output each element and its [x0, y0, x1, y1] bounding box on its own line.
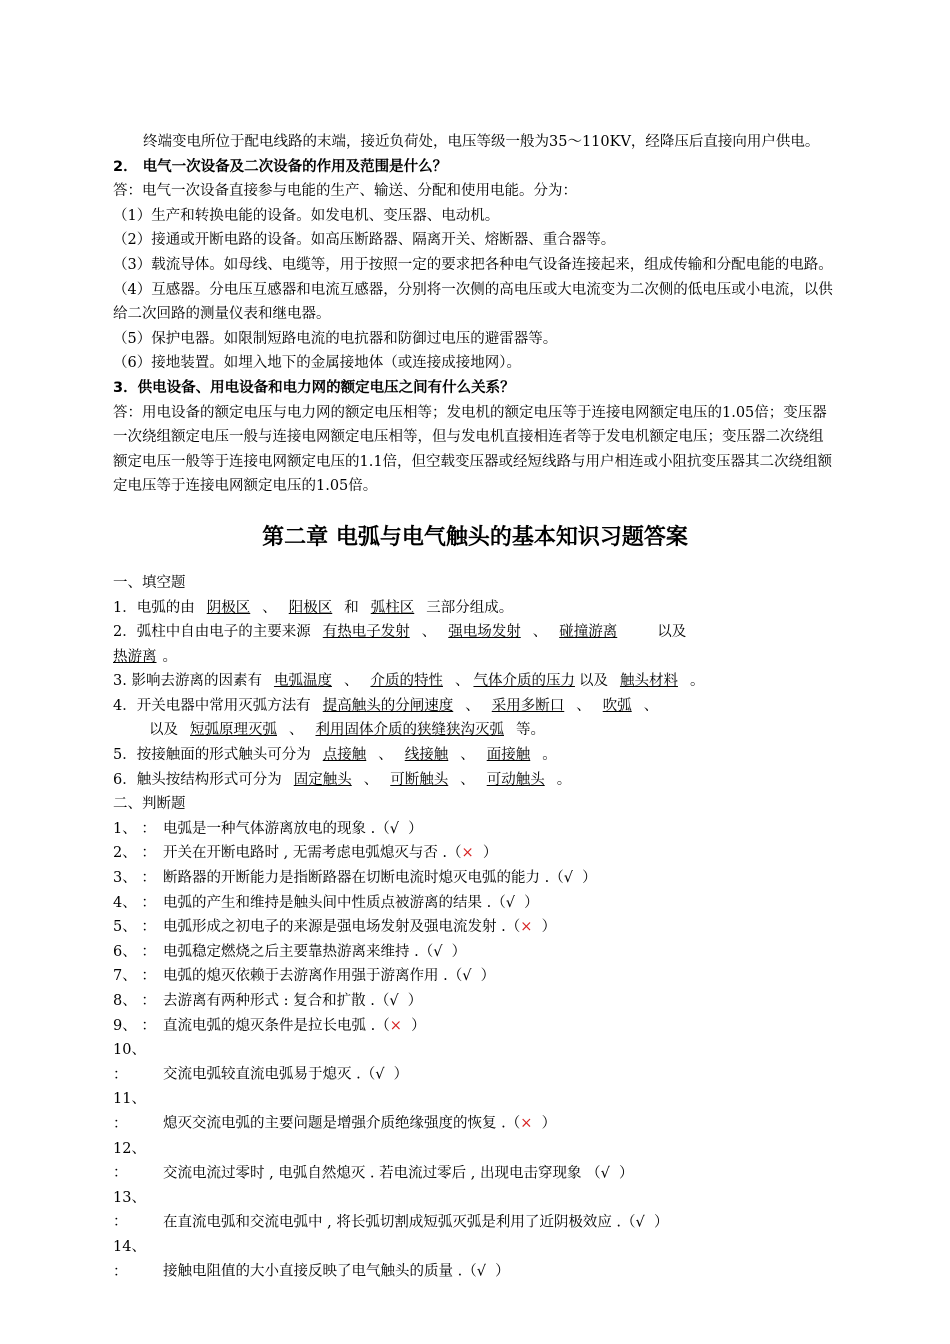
- judge-item: [113, 1087, 837, 1136]
- check-mark-icon: √: [600, 1165, 610, 1182]
- check-mark-icon: √: [433, 943, 443, 960]
- judge-item: [113, 1137, 837, 1186]
- fill-text: 、: [421, 624, 437, 641]
- judge-item-number: 6、 ：: [113, 943, 156, 960]
- judge-list: [113, 817, 837, 1284]
- fill-blank: 面接触: [486, 747, 531, 764]
- judge-item-text: 断路器的开断能力是指断路器在切断电流时熄灭电弧的能力 .（: [163, 870, 564, 887]
- question-3-answer: 答：用电设备的额定电压与电力网的额定电压相等；发电机的额定电压等于连接电网额定电压的1.05倍；变压器一次绕组额定电压一般与连接电网额定电压相等，但与发电机直接相连者等于发电机额定电压；变压器二次绕组额定电压一般等于连接电网额定电压的1.1倍，但空载变压器或经短线路与用户相连或小阻抗变压器其二次绕组额定电压等于连接电网额定电压的1.05倍。: [113, 404, 833, 495]
- question-2-title: 2． 电气一次设备及二次设备的作用及范围是什么？: [113, 158, 448, 175]
- judge-item-close: ）: [471, 968, 496, 985]
- judge-item-close: ）: [572, 870, 597, 887]
- fill-blank: 点接触: [322, 747, 367, 764]
- question-2-answer: 答：电气一次设备直接参与电能的生产、输送、分配和使用电能。分为：: [113, 183, 577, 200]
- judge-item: [113, 989, 837, 1014]
- check-mark-icon: √: [389, 820, 399, 837]
- fill-text: 以及: [149, 722, 178, 739]
- judge-heading: 二、判断题: [113, 796, 186, 813]
- judge-item-text: 接触电阻值的大小直接反映了电气触头的质量 .（: [163, 1263, 477, 1280]
- judge-item-number: 2、 ：: [113, 845, 156, 862]
- fill-text: 等。: [516, 722, 545, 739]
- fill-text: 、: [532, 624, 548, 641]
- judge-item: [113, 866, 837, 891]
- fill-text: 、: [378, 747, 393, 764]
- fill-text: 4．开关电器中常用灭弧方法有: [113, 697, 311, 714]
- fill-blank: 阳极区: [288, 599, 333, 616]
- judge-item-text: 电弧形成之初电子的来源是强电场发射及强电流发射 .（: [163, 919, 521, 936]
- fill-line-4: [113, 694, 837, 743]
- check-mark-icon: √: [505, 894, 515, 911]
- fill-blank: 吹弧: [602, 697, 632, 714]
- fill-text: 、: [465, 697, 480, 714]
- judge-item-text: 电弧的产生和维持是触头间中性质点被游离的结果 .（: [163, 894, 506, 911]
- judge-item-number: 5、 ：: [113, 919, 156, 936]
- judge-item: [113, 1014, 837, 1039]
- judge-item: [113, 1235, 837, 1284]
- fill-blank: 线接触: [404, 747, 449, 764]
- check-mark-icon: √: [462, 968, 472, 985]
- fill-blank: 气体介质的压力: [473, 673, 575, 690]
- fill-blank: 利用固体介质的狭缝狭沟灭弧: [315, 722, 504, 739]
- cross-mark-icon: ×: [389, 1017, 402, 1034]
- judge-item-text: 交流电流过零时 , 电弧自然熄灭 . 若电流过零后 , 出现电击穿现象 （: [163, 1165, 601, 1182]
- judge-item-text: 在直流电弧和交流电弧中 , 将长弧切割成短弧灭弧是利用了近阴极效应 .（: [163, 1214, 636, 1231]
- fill-text: 2．弧柱中自由电子的主要来源: [113, 624, 311, 641]
- judge-item-close: ）: [384, 1066, 409, 1083]
- question-2-item: （4）互感器。分电压互感器和电流互感器，分别将一次侧的高电压或大电流变为二次侧的低电压或小电流，以供给二次回路的测量仪表和继电器。: [113, 281, 833, 323]
- fill-text: 。: [689, 673, 705, 690]
- judge-item: [113, 817, 837, 842]
- check-mark-icon: √: [476, 1263, 486, 1280]
- cross-mark-icon: ×: [520, 1115, 533, 1132]
- fill-text: 以及: [657, 624, 687, 641]
- fill-text: 和: [344, 599, 359, 616]
- judge-item-close: ）: [398, 993, 423, 1009]
- fill-blank: 弧柱区: [370, 599, 415, 616]
- judge-item-close: ）: [401, 1017, 426, 1034]
- fill-text: 、: [343, 673, 359, 690]
- judge-item: [113, 841, 837, 866]
- fill-blank: 电弧温度: [273, 673, 332, 690]
- fill-blank: 有热电子发射: [322, 624, 410, 641]
- judge-item-text: 交流电弧较直流电弧易于熄灭 .（: [163, 1066, 376, 1083]
- question-2-item: （6）接地装置。如埋入地下的金属接地体（或连接成接地网）。: [113, 355, 521, 372]
- judge-item-number: 4、 ：: [113, 894, 156, 911]
- judge-item-number: 7、 ：: [113, 968, 156, 985]
- check-mark-icon: √: [635, 1214, 645, 1231]
- judge-item-close: ）: [532, 1115, 557, 1132]
- fill-blank: 触头材料: [619, 673, 678, 690]
- intro-paragraph: 终端变电所位于配电线路的末端，接近负荷处，电压等级一般为35～110KV，经降压后直接向用户供电。: [143, 134, 820, 150]
- judge-item-number: 12、 ：: [113, 1140, 146, 1182]
- judge-item: [113, 915, 837, 940]
- fill-text: 。: [162, 648, 177, 665]
- chapter-title: 第二章 电弧与电气触头的基本知识习题答案: [262, 524, 688, 550]
- judge-item-number: 1、 ：: [113, 820, 156, 837]
- question-3-title: 3．供电设备、用电设备和电力网的额定电压之间有什么关系？: [113, 379, 515, 396]
- judge-item-number: 10、 ：: [113, 1042, 146, 1083]
- fill-text: 1．电弧的由: [113, 599, 195, 616]
- fill-blank: 可断触头: [390, 771, 449, 788]
- judge-item-close: ）: [609, 1165, 634, 1182]
- fill-text: 、: [289, 722, 304, 739]
- question-2-item: （1）生产和转换电能的设备。如发电机、变压器、电动机。: [113, 207, 500, 224]
- fill-blank: 提高触头的分闸速度: [322, 697, 454, 714]
- fill-line-3: [113, 669, 837, 694]
- fill-line-5: [113, 743, 837, 768]
- fill-heading: 一、填空题: [113, 574, 186, 591]
- judge-item: [113, 1038, 837, 1087]
- check-mark-icon: √: [563, 870, 573, 887]
- judge-item-close: ）: [442, 943, 467, 960]
- judge-item: [113, 964, 837, 989]
- judge-item-number: 3、 ：: [113, 870, 156, 887]
- fill-text: 6．触头按结构形式可分为: [113, 771, 282, 788]
- judge-item-text: 开关在开断电路时 , 无需考虑电弧熄灭与否 .（: [163, 845, 462, 862]
- fill-text: 。: [556, 771, 572, 788]
- judge-item-text: 电弧是一种气体游离放电的现象 .（: [163, 820, 390, 837]
- fill-text: 5．按接触面的形式触头可分为: [113, 747, 311, 764]
- fill-blank: 阴极区: [206, 599, 251, 616]
- fill-blank: 固定触头: [293, 771, 352, 788]
- fill-blank: 短弧原理灭弧: [190, 722, 277, 739]
- document-content: [113, 130, 837, 1284]
- judge-item-close: ）: [514, 894, 539, 911]
- judge-item-number: 14、 ：: [113, 1238, 146, 1280]
- judge-item-text: 熄灭交流电弧的主要问题是增强介质绝缘强度的恢复 .（: [163, 1115, 521, 1132]
- judge-item: [113, 891, 837, 916]
- judge-item-text: 去游离有两种形式 : 复合和扩散 .（: [163, 993, 390, 1009]
- fill-text: 、: [460, 771, 475, 788]
- judge-item-number: 11、 ：: [113, 1091, 146, 1132]
- fill-blank: 强电场发射: [448, 624, 521, 641]
- fill-blank: 可动触头: [486, 771, 545, 788]
- fill-text: 。: [542, 747, 557, 764]
- fill-line-6: [113, 768, 837, 793]
- judge-item-text: 电弧的熄灭依赖于去游离作用强于游离作用 .（: [163, 968, 463, 985]
- fill-blank: 热游离: [113, 648, 157, 665]
- judge-item-text: 电弧稳定燃烧之后主要靠热游离来维持 .（: [163, 943, 434, 960]
- question-2-item: （5）保护电器。如限制短路电流的电抗器和防御过电压的避雷器等。: [113, 330, 558, 347]
- judge-item-close: ）: [473, 845, 498, 862]
- fill-text: 、: [643, 697, 659, 714]
- question-2-item: （3）载流导体。如母线、电缆等，用于按照一定的要求把各种电气设备连接起来，组成传输和分配电能的电路。: [113, 256, 833, 273]
- judge-item-text: 直流电弧的熄灭条件是拉长电弧 .（: [163, 1017, 390, 1034]
- fill-text: 、: [454, 673, 470, 690]
- judge-item-close: ）: [644, 1214, 669, 1231]
- fill-line-1: [113, 596, 837, 621]
- fill-text: 、: [460, 747, 475, 764]
- fill-text: 、: [576, 697, 591, 714]
- fill-text: 、: [363, 771, 379, 788]
- fill-blank: 介质的特性: [370, 673, 443, 690]
- fill-text: 以及: [578, 673, 608, 690]
- fill-blank: 碰撞游离: [559, 624, 618, 641]
- cross-mark-icon: ×: [461, 845, 474, 862]
- judge-item-close: ）: [398, 820, 423, 837]
- judge-item-close: ）: [532, 919, 557, 936]
- fill-blank: 采用多断口: [491, 697, 565, 714]
- check-mark-icon: √: [389, 993, 399, 1009]
- cross-mark-icon: ×: [520, 919, 533, 936]
- judge-item: [113, 1186, 837, 1235]
- fill-line-2: [113, 620, 837, 669]
- judge-item-number: 13、 ：: [113, 1189, 146, 1231]
- judge-item-close: ）: [485, 1263, 510, 1280]
- fill-text: 3. 影响去游离的因素有: [113, 673, 262, 690]
- judge-item-number: 8、 ：: [113, 993, 156, 1009]
- question-2-item: （2）接通或开断电路的设备。如高压断路器、隔离开关、熔断器、重合器等。: [113, 232, 616, 249]
- fill-text: 三部分组成。: [426, 599, 514, 616]
- fill-text: 、: [262, 599, 277, 616]
- check-mark-icon: √: [375, 1066, 385, 1083]
- judge-item: [113, 940, 837, 965]
- judge-item-number: 9、 ：: [113, 1017, 156, 1034]
